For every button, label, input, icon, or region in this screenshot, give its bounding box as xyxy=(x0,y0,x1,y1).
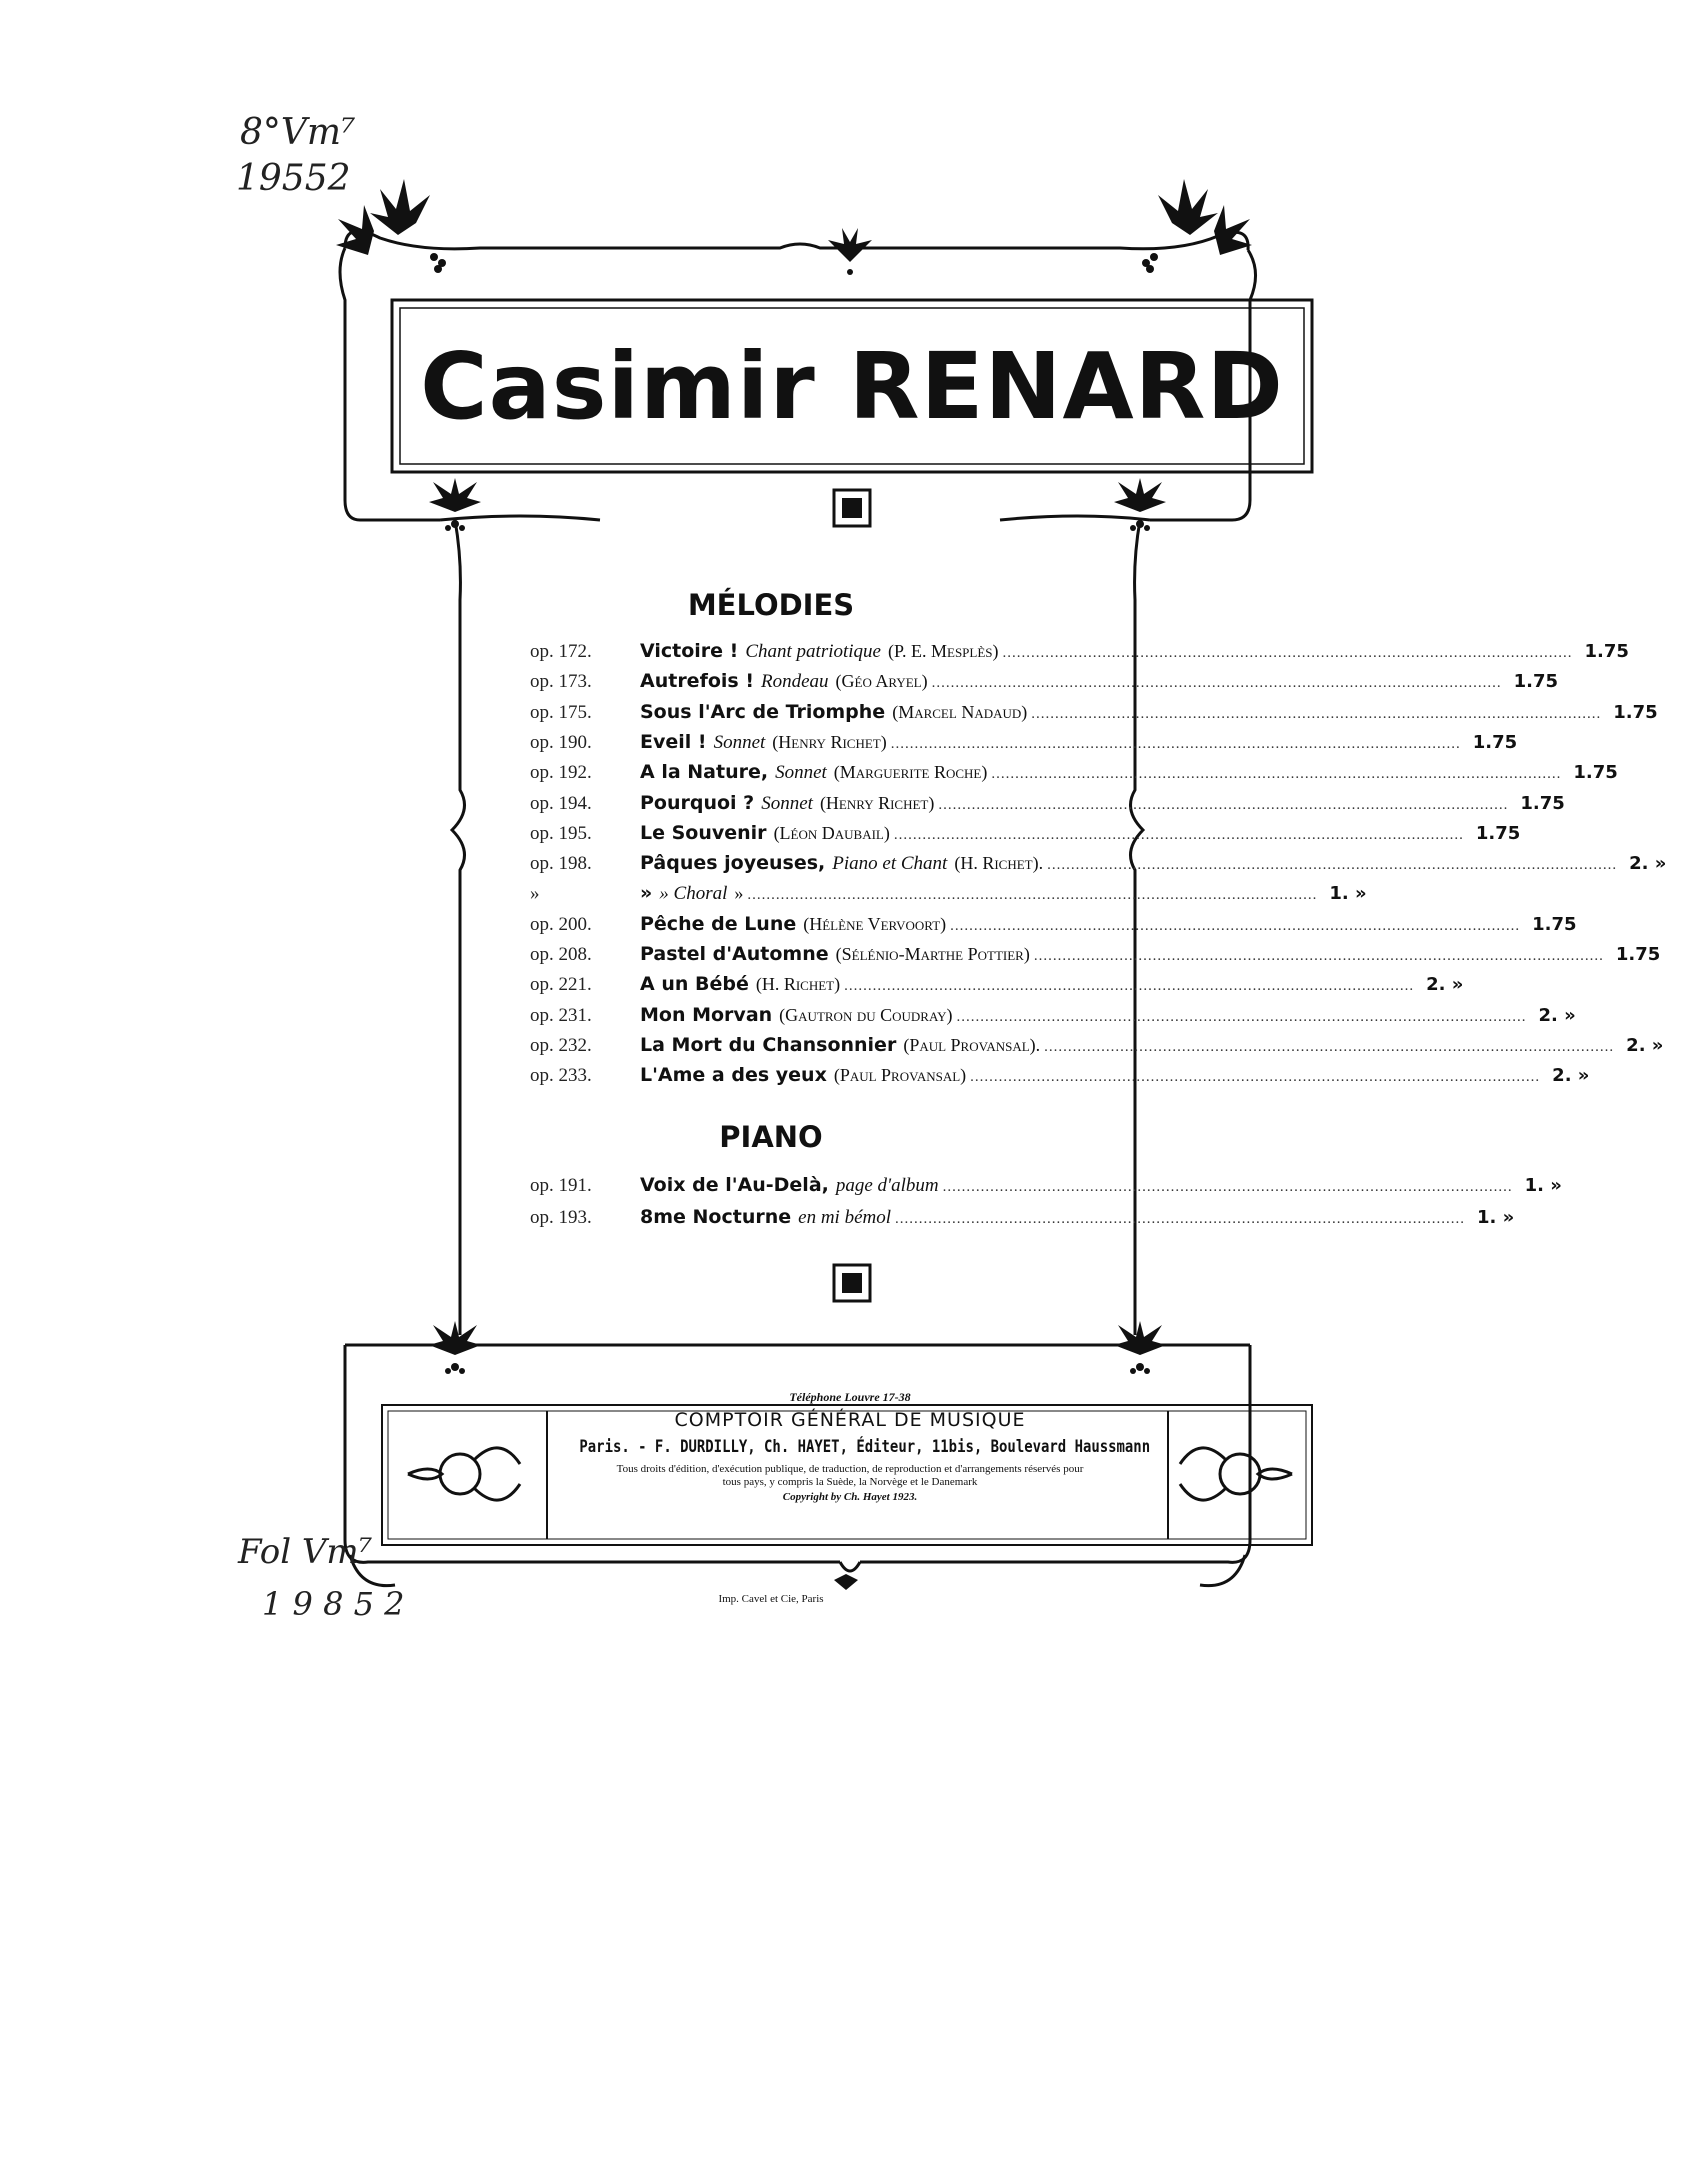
work-title: Pâques joyeuses, xyxy=(640,852,826,875)
work-title: A la Nature, xyxy=(640,761,769,784)
melodies-heading: MÉLODIES xyxy=(687,588,855,622)
shelfmark-bottom-line2: 1 9 8 5 2 xyxy=(262,1585,405,1623)
opus-number: op. 194. xyxy=(530,792,592,814)
work-title: Mon Morvan xyxy=(640,1003,773,1026)
opus-number: op. 190. xyxy=(530,731,592,753)
work-price: 1.75 xyxy=(1513,671,1559,693)
work-author: (Henry Richet) xyxy=(772,731,887,752)
catalog-row xyxy=(530,1206,1515,1236)
work-title: Le Souvenir xyxy=(640,821,767,844)
work-title: L'Ame a des yeux xyxy=(640,1064,827,1087)
publisher-rights-line1: Tous droits d'édition, d'exécution publique, de traduction, de reproduction et d'arrangements réservés pour xyxy=(616,1463,1084,1475)
opus-number: op. 232. xyxy=(530,1034,592,1056)
work-price: 1.75 xyxy=(1520,792,1565,814)
work-price: 2. » xyxy=(1552,1065,1590,1087)
work-price: 2. » xyxy=(1538,1004,1576,1026)
publisher-phone: Téléphone Louvre 17-38 xyxy=(789,1390,911,1404)
work-title: Pêche de Lune xyxy=(640,912,797,935)
work-price: 1. » xyxy=(1524,1175,1562,1196)
catalog-row xyxy=(530,882,1367,912)
work-entry xyxy=(640,792,1508,815)
work-author: (Sélénio-Marthe Pottier) xyxy=(835,944,1030,964)
work-author: (Hélène Vervoort) xyxy=(803,913,947,934)
work-author: (Léon Daubail) xyxy=(773,822,890,843)
leader-dots: ........................................................................................................................ xyxy=(1044,1038,1615,1055)
opus-number: op. 231. xyxy=(530,1004,592,1026)
catalog-row xyxy=(530,1033,1664,1064)
work-title: Autrefois ! xyxy=(640,670,754,693)
publisher-rights-line2: tous pays, y compris la Suède, la Norvège et le Danemark xyxy=(722,1476,978,1488)
work-author: (H. Richet) xyxy=(755,974,841,995)
opus-number: op. 173. xyxy=(530,671,592,693)
work-price: 1.75 xyxy=(1615,944,1661,965)
work-entry xyxy=(640,1174,1513,1197)
opus-number: op. 192. xyxy=(530,762,592,784)
work-entry xyxy=(640,1034,1614,1056)
work-subtitle: Rondeau xyxy=(761,671,829,693)
title-panel xyxy=(392,300,1312,472)
catalog-row xyxy=(530,700,1658,731)
work-author: (Marguerite Roche) xyxy=(833,762,988,783)
work-subtitle: Sonnet xyxy=(713,731,766,753)
opus-number: op. 198. xyxy=(530,853,592,875)
work-price: 1.75 xyxy=(1573,762,1618,784)
work-entry xyxy=(640,1004,1527,1026)
work-author: (Géo Aryel) xyxy=(835,671,928,692)
leader-dots: ........................................................................................................................ xyxy=(931,675,1502,692)
leader-dots: ........................................................................................................................ xyxy=(893,826,1464,843)
work-author: (P. E. Mesplès) xyxy=(888,641,999,661)
catalog-row xyxy=(530,761,1618,791)
catalog-row xyxy=(530,821,1521,852)
work-author: (Marcel Nadaud) xyxy=(892,701,1028,722)
work-title: La Mort du Chansonnier xyxy=(640,1033,897,1056)
opus-number: op. 200. xyxy=(530,913,592,935)
work-author: » xyxy=(734,883,744,904)
work-entry xyxy=(640,973,1414,995)
work-title: Voix de l'Au-Delà, xyxy=(640,1174,829,1196)
opus-number: op. 193. xyxy=(530,1207,592,1228)
opus-number: op. 221. xyxy=(530,974,592,996)
leader-dots: ........................................................................................................................ xyxy=(1033,948,1604,964)
work-price: 1. » xyxy=(1329,883,1367,905)
work-entry xyxy=(640,761,1561,784)
leader-dots: ........................................................................................................................ xyxy=(844,978,1415,995)
work-title: Sous l'Arc de Triomphe xyxy=(640,700,886,723)
catalog-row xyxy=(530,1174,1562,1204)
catalog-row xyxy=(530,852,1667,882)
catalog-row xyxy=(530,1003,1576,1034)
opus-number: op. 172. xyxy=(530,641,592,662)
leader-dots: ........................................................................................................................ xyxy=(950,917,1521,934)
catalog-row xyxy=(530,670,1559,700)
work-title: » xyxy=(640,882,653,905)
work-price: 1.75 xyxy=(1613,701,1658,723)
work-author: (Paul Provansal) xyxy=(833,1065,967,1086)
leader-dots: ........................................................................................................................ xyxy=(1002,645,1573,661)
printer-imprint: Imp. Cavel et Cie, Paris xyxy=(718,1593,824,1605)
work-entry xyxy=(640,640,1573,663)
composer-name: Casimir RENARD xyxy=(420,332,1284,440)
catalog-row xyxy=(530,1064,1590,1094)
leader-dots: ........................................................................................................................ xyxy=(747,887,1318,904)
work-price: 2. » xyxy=(1626,1034,1664,1056)
leader-dots: ........................................................................................................................ xyxy=(956,1008,1527,1025)
publisher-address: Paris. - F. DURDILLY, Ch. HAYET, Éditeur, 11bis, Boulevard Haussmann xyxy=(579,1437,1151,1457)
shelfmark-top-line2: 19552 xyxy=(236,158,351,199)
work-author: (Gautron du Coudray) xyxy=(779,1004,953,1025)
piano-heading: PIANO xyxy=(719,1120,823,1154)
work-entry xyxy=(640,913,1520,935)
catalog-row xyxy=(530,943,1661,973)
shelfmark-top-line1: 8°Vm⁷ xyxy=(240,112,356,153)
leader-dots: ........................................................................................................................ xyxy=(970,1069,1541,1086)
leader-dots: ........................................................................................................................ xyxy=(991,766,1562,783)
work-author: (Paul Provansal). xyxy=(903,1034,1041,1055)
opus-number: op. 175. xyxy=(530,701,592,723)
work-entry xyxy=(640,822,1464,844)
catalog-row xyxy=(530,791,1565,822)
work-title: Victoire ! xyxy=(640,640,739,662)
opus-number: op. 191. xyxy=(530,1175,592,1196)
shelfmark-bottom-line1: Fol Vm⁷ xyxy=(238,1532,373,1572)
work-price: 1.75 xyxy=(1584,641,1629,662)
work-entry xyxy=(640,852,1617,875)
publisher-copyright: Copyright by Ch. Hayet 1923. xyxy=(782,1491,918,1503)
work-entry xyxy=(640,1064,1540,1086)
work-entry xyxy=(640,1206,1465,1229)
opus-number: op. 195. xyxy=(530,822,592,844)
work-subtitle: en mi bémol xyxy=(798,1207,892,1228)
work-author: (H. Richet). xyxy=(954,853,1044,874)
catalog-row xyxy=(530,912,1577,943)
leader-dots: ........................................................................................................................ xyxy=(890,735,1461,752)
work-title: Pastel d'Automne xyxy=(640,943,829,965)
work-subtitle: Sonnet xyxy=(775,762,827,784)
work-author: (Henry Richet) xyxy=(819,792,935,813)
work-subtitle: Chant patriotique xyxy=(745,641,881,662)
work-subtitle: Piano et Chant xyxy=(832,853,948,875)
work-price: 2. » xyxy=(1426,974,1464,996)
work-entry xyxy=(640,731,1461,754)
opus-number: op. 208. xyxy=(530,944,592,965)
work-subtitle: Sonnet xyxy=(761,792,813,814)
opus-number: » xyxy=(530,883,540,905)
publisher-name: COMPTOIR GÉNÉRAL DE MUSIQUE xyxy=(674,1409,1026,1431)
work-title: A un Bébé xyxy=(640,973,749,996)
work-price: 1.75 xyxy=(1532,913,1577,935)
leader-dots: ........................................................................................................................ xyxy=(1031,705,1602,722)
work-subtitle: page d'album xyxy=(835,1175,939,1196)
work-title: Pourquoi ? xyxy=(640,791,755,814)
opus-number: op. 233. xyxy=(530,1065,592,1087)
catalog-row xyxy=(530,640,1629,670)
leader-dots: ........................................................................................................................ xyxy=(1047,857,1618,874)
leader-dots: ........................................................................................................................ xyxy=(895,1211,1466,1227)
work-title: Eveil ! xyxy=(640,730,707,753)
work-price: 1.75 xyxy=(1475,822,1521,844)
work-price: 1. » xyxy=(1477,1207,1515,1228)
catalog-row xyxy=(530,730,1518,761)
work-title: 8me Nocturne xyxy=(640,1206,792,1228)
work-price: 2. » xyxy=(1629,853,1667,875)
catalog-row xyxy=(530,973,1464,1003)
work-price: 1.75 xyxy=(1472,731,1518,753)
publisher-block xyxy=(520,1390,1180,1503)
work-entry xyxy=(640,670,1502,693)
work-entry xyxy=(640,701,1601,723)
work-entry xyxy=(640,943,1604,965)
work-subtitle: » Choral xyxy=(659,883,728,905)
leader-dots: ........................................................................................................................ xyxy=(938,796,1509,813)
leader-dots: ........................................................................................................................ xyxy=(942,1179,1513,1195)
work-entry xyxy=(640,882,1317,905)
